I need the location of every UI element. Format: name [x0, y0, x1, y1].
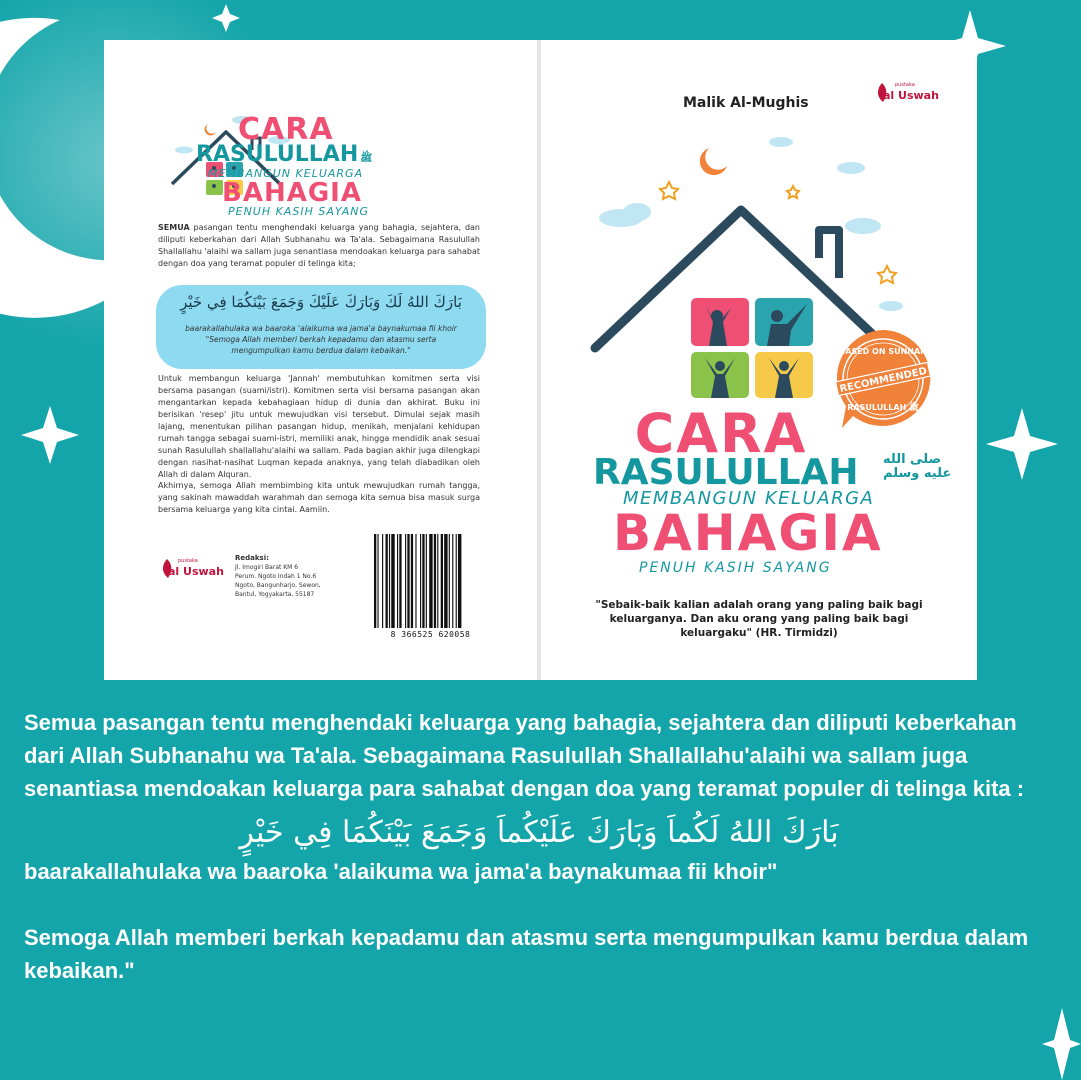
doa-arabic: بَارَكَ اللهُ لَكَ وَبَارَكَ عَلَيْكَ وَجَمَعَ بَيْنَكُمَا فِي خَيْرٍ: [180, 293, 462, 311]
publisher-logo: [160, 558, 230, 588]
back-paragraph-1: [158, 222, 480, 270]
back-paragraph-1-text: pasangan tentu menghendaki keluarga yang bahagia, sejahtera, dan diliputi keberkahan dari Allah Subhanahu wa Ta'ala. Sebagaimana Rasulullah Shallallahu 'alaihi wa sallam juga senantiasa mendoakan keluarga para sahabat dengan doa yang teramat populer di telinga kita;: [158, 223, 480, 268]
barcode-bar: [415, 534, 416, 628]
redaksi-line: Jl. Imogiri Barat KM 6: [235, 564, 299, 571]
publisher-logo: [875, 82, 945, 112]
caption-latin: baarakallahulaka wa baaroka 'alaikuma wa jama'a baynakumaa fii khoir": [24, 859, 778, 884]
badge-bottom-text: RASULULLAH ﷺ: [847, 403, 919, 412]
publisher-name: al Uswah: [883, 89, 939, 102]
redaksi-line: Ngoto, Bangunharjo, Sewon,: [235, 582, 321, 589]
barcode-bar: [426, 534, 427, 628]
barcode-bar: [458, 534, 461, 628]
title-penuh-kasih: PENUH KASIH SAYANG: [228, 205, 370, 218]
caption-arabic-doa: بَارَكَ اللهُ لَكُماَ وَبَارَكَ عَلَيْكُماَ وَجَمَعَ بَيْنَكُمَا فِي خَيْرٍ: [239, 815, 839, 850]
publisher-small: pustaka: [895, 82, 915, 88]
sparkle-icon: [986, 408, 1058, 480]
front-cover: [541, 40, 977, 680]
barcode-bar: [382, 534, 383, 628]
saw-symbol: ﷺ: [360, 153, 373, 164]
badge-mid-text: RECOMMENDED: [838, 365, 928, 396]
redaksi-block: [235, 554, 345, 599]
barcode-bar: [377, 534, 378, 628]
doa-latin: baarakallahulaka wa baaroka 'alaikuma wa jama'a baynakumaa fii khoir: [185, 324, 457, 333]
front-title-penuh-kasih: PENUH KASIH SAYANG: [639, 560, 832, 576]
redaksi-line: Perum. Ngoto Indah 1 No.6: [235, 573, 317, 580]
front-title-cara: CARA: [634, 402, 808, 465]
barcode-bar: [411, 534, 413, 628]
barcode-bar: [422, 534, 424, 628]
redaksi-label: Redaksi:: [235, 554, 269, 562]
title-rasulullah-text: RASULULLAH: [196, 142, 359, 167]
back-cover: [104, 40, 537, 680]
barcode-bar: [420, 534, 421, 628]
caption-translation: Semoga Allah memberi berkah kepadamu dan atasmu serta mengumpulkan kamu berdua dalam kebaikan.": [24, 925, 1029, 983]
barcode-bar: [374, 534, 376, 628]
back-paragraph-2: Untuk membangun keluarga 'Jannah' membutuhkan komitmen serta visi bersama pasangan (suami/istri). Komitmen serta visi bersama pasangan akan mengantarkan kepada kebahagiaan hidup di dunia dan akhirat. Buku ini berisikan 'resep' jitu untuk mewujudkan visi tersebut. Dimulai sejak masih lajang, menentukan pilihan pasangan hidup, menikah, menjalani kehidupan rumah tangga sebagai suami-istri, memiliki anak, hingga mendidik anak sesuai sunah Rasulullah shallallahu'alaihi wa sallam. Pada bagian akhir juga dilengkapi dengan nasihat-nasihat Luqman kepada anaknya, yang telah diabadikan oleh Allah di dalam Alquran.: [158, 374, 480, 479]
redaksi-line: Bantul, Yogyakarta, 55187: [235, 591, 315, 598]
caption-paragraph: Semua pasangan tentu menghendaki keluarga yang bahagia, sejahtera dan diliputi keberkahan dari Allah Subhanahu wa Ta'ala. Sebagaimana Rasulullah Shallallahu'alaihi wa sallam juga senantiasa mendoakan keluarga para sahabat dengan doa yang teramat populer di telinga kita :: [24, 710, 1025, 801]
barcode-bar: [437, 534, 438, 628]
front-title-rasulullah: RASULULLAH: [593, 452, 859, 493]
saw-line-1: صلى الله: [883, 452, 942, 467]
barcode-bar: [456, 534, 457, 628]
barcode-bar: [391, 534, 394, 628]
barcode-bar: [452, 534, 453, 628]
front-saw-symbol: [883, 453, 951, 481]
barcode-bar: [399, 534, 401, 628]
sparkle-icon: [21, 406, 79, 464]
barcode-bar: [397, 534, 398, 628]
caption-block: [24, 706, 1054, 987]
barcode-bar: [429, 534, 432, 628]
author-name: Malik Al-Mughis: [683, 95, 809, 111]
title-membangun: MEMBANGUN KELUARGA: [208, 167, 364, 180]
barcode-bar: [386, 534, 388, 628]
publisher-name: al Uswah: [168, 565, 224, 578]
title-bahagia: BAHAGIA: [222, 178, 362, 208]
publisher-small: pustaka: [178, 558, 198, 564]
barcode-bar: [444, 534, 447, 628]
barcode-bar: [441, 534, 443, 628]
title-cara: CARA: [238, 112, 334, 147]
barcode-bar: [407, 534, 409, 628]
back-paragraph-3: Akhirnya, semoga Allah membimbing kita untuk mewujudkan rumah tangga, yang sakinah mawaddah warahmah dan semoga kita semua bisa masuk surga bersama keluarga yang kita cintai. Aamiin.: [158, 481, 480, 514]
barcode-bar: [389, 534, 390, 628]
badge-top-text: BASED ON SUNNAH: [839, 347, 927, 356]
sparkle-icon: [1042, 1008, 1081, 1080]
caption-spacer: [24, 888, 1054, 921]
title-rasulullah: [196, 142, 372, 167]
barcode-bar: [405, 534, 406, 628]
back-paragraph-lead: SEMUA: [158, 223, 190, 232]
barcode-bar: [449, 534, 450, 628]
doa-translation: "Semoga Allah memberi berkah kepadamu dan atasmu serta mengumpulkan kamu berdua dalam kebaikan.": [205, 335, 437, 355]
crescent-moon-icon: [700, 148, 727, 175]
saw-line-2: عليه وسلم: [883, 466, 952, 481]
front-title-membangun: MEMBANGUN KELUARGA: [623, 488, 875, 509]
front-title-bahagia: BAHAGIA: [613, 504, 883, 562]
barcode-bar: [434, 534, 436, 628]
hadith-quote: "Sebaik-baik kalian adalah orang yang paling baik bagi keluarganya. Dan aku orang yang paling baik bagi keluargaku" (HR. Tirmidzi): [595, 599, 923, 639]
isbn-number: 8 366525 620058: [390, 630, 471, 639]
barcode: [372, 534, 489, 630]
doa-box: [156, 285, 486, 369]
